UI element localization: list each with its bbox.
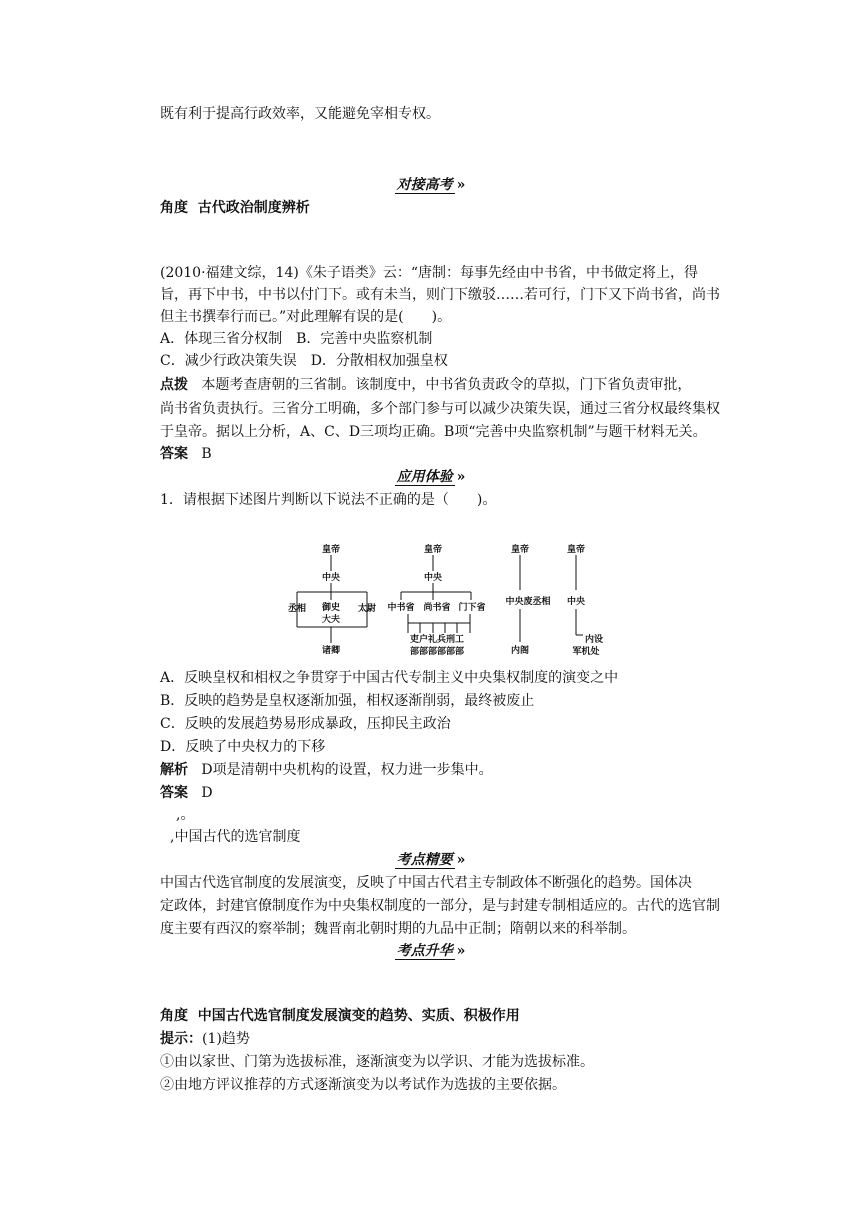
- option-line-1: A．体现三省分权制 B．完善中央监察机制: [160, 331, 433, 347]
- d1-center-label-1: 御史: [321, 603, 341, 613]
- d4-bottom-label-1: 内设: [584, 635, 604, 645]
- section-heading-kaodian-shenghua: [0, 940, 860, 962]
- answer-label: 答案: [160, 785, 188, 801]
- summary-line-1: 中国古代选官制度的发展演变，反映了中国古代君主专制政体不断强化的趋势。国体决: [160, 875, 692, 891]
- section-heading-text: 考点升华: [396, 943, 453, 959]
- d1-center-label-2: 大夫: [321, 615, 341, 625]
- summary-line-3: 度主要有西汉的察举制；魏晋南北朝时期的九品中正制；隋朝以来的科举制。: [160, 921, 636, 937]
- d1-right-label: 太尉: [357, 604, 377, 614]
- trend-item-1: ①由以家世、门第为选拔标准，逐渐演变为以学识、才能为选拔标准。: [160, 1054, 594, 1070]
- double-chevron-icon: »: [456, 852, 466, 868]
- section-heading-text: 考点精要: [396, 852, 453, 868]
- d4-mid-label: 中央: [566, 597, 586, 607]
- d3-mid-label: 中央废丞相: [505, 597, 551, 607]
- d2-sub-label-2: 部部部部部部: [409, 647, 465, 657]
- answer-line-2: [160, 782, 213, 804]
- angle-label: 角度: [160, 1008, 188, 1024]
- d1-top-label: 皇帝: [321, 545, 341, 555]
- d2-center-label: 尚书省: [423, 603, 451, 613]
- hint-text: (1)趋势: [202, 1031, 250, 1047]
- dianbo-line-2: 尚书省负责执行。三省分工明确，多个部门参与可以减少决策失误，通过三省分权最终集权: [160, 401, 720, 417]
- option-a: A．反映皇权和相权之争贯穿于中国古代专制主义中央集权制度的演变之中: [160, 670, 619, 686]
- d3-bottom-label: 内阁: [510, 646, 530, 656]
- double-chevron-icon: »: [456, 177, 466, 193]
- option-line-2: C．减少行政决策失误 D．分散相权加强皇权: [160, 353, 448, 369]
- d2-mid-label: 中央: [423, 573, 443, 583]
- punct-mark: ,。: [176, 807, 195, 823]
- d2-left-label: 中书省: [387, 603, 415, 613]
- dianbo-line-3: 于皇帝。据以上分析，A、C、D三项均正确。B项“完善中央监察机制”与题干材料无关。: [160, 424, 707, 440]
- angle-line-2: [160, 1005, 520, 1027]
- dianbo-text-1: 本题考查唐朝的三省制。该制度中，中书省负责政令的草拟，门下省负责审批，: [201, 377, 692, 393]
- double-chevron-icon: »: [456, 943, 466, 959]
- question-line-2: 旨，再下中书，中书以付门下。或有未当，则门下缴驳……若可行，门下又下尚书省，尚书: [160, 287, 720, 303]
- d1-bottom-label: 诸卿: [321, 646, 341, 656]
- question-line-3: 但主书撰奉行而已。”对此理解有误的是( )。: [160, 309, 452, 325]
- jiexi-text: D项是清朝中央机构的设置，权力进一步集中。: [201, 762, 493, 778]
- question-line-1: (2010·福建文综，14)《朱子语类》云：“唐制：每事先经由中书省，中书做定将上，得: [160, 265, 698, 281]
- answer-value: B: [201, 446, 212, 462]
- angle-label: 角度: [160, 200, 188, 216]
- jiexi-line: [160, 759, 493, 781]
- d2-right-label: 门下省: [458, 603, 486, 613]
- d2-top-label: 皇帝: [423, 545, 443, 555]
- angle-text: 中国古代选官制度发展演变的趋势、实质、积极作用: [197, 1008, 520, 1024]
- question-line-2-1: 1．请根据下述图片判断以下说法不正确的是（ )。: [160, 492, 497, 508]
- angle-text: 古代政治制度辨析: [197, 200, 310, 216]
- option-d: D．反映了中央权力的下移: [160, 739, 326, 755]
- d3-top-label: 皇帝: [510, 545, 530, 555]
- d4-bottom-label-2: 军机处: [572, 647, 600, 657]
- hint-label: 提示：: [160, 1031, 202, 1047]
- trend-item-2: ②由地方评议推荐的方式逐渐演变为以考试作为选拔的主要依据。: [160, 1077, 566, 1093]
- option-c: C．反映的发展趋势易形成暴政，压抑民主政治: [160, 716, 451, 732]
- section-heading-text: 对接高考: [396, 177, 453, 193]
- section-heading-kaodian-jingyao: [0, 849, 860, 871]
- d4-top-label: 皇帝: [566, 545, 586, 555]
- option-b: B．反映的趋势是皇权逐渐加强，相权逐渐削弱，最终被废止: [160, 693, 535, 709]
- top-line: 既有利于提高行政效率，又能避免宰相专权。: [160, 106, 440, 122]
- d1-left-label: 丞相: [287, 604, 307, 614]
- d2-sub-label-1: 吏户礼兵刑工: [409, 635, 465, 645]
- double-chevron-icon: »: [456, 469, 466, 485]
- hint-line: [160, 1028, 250, 1050]
- summary-line-2: 定政体，封建官僚制度作为中央集权制度的一部分，是与封建专制相适应的。古代的选官制: [160, 898, 720, 914]
- dianbo-label: 点拨: [160, 377, 188, 393]
- answer-label: 答案: [160, 446, 188, 462]
- answer-value: D: [201, 785, 213, 801]
- jiexi-label: 解析: [160, 762, 188, 778]
- d1-mid-label: 中央: [321, 573, 341, 583]
- subsection-title: ,中国古代的选官制度: [170, 829, 301, 845]
- section-heading-text: 应用体验: [396, 469, 453, 485]
